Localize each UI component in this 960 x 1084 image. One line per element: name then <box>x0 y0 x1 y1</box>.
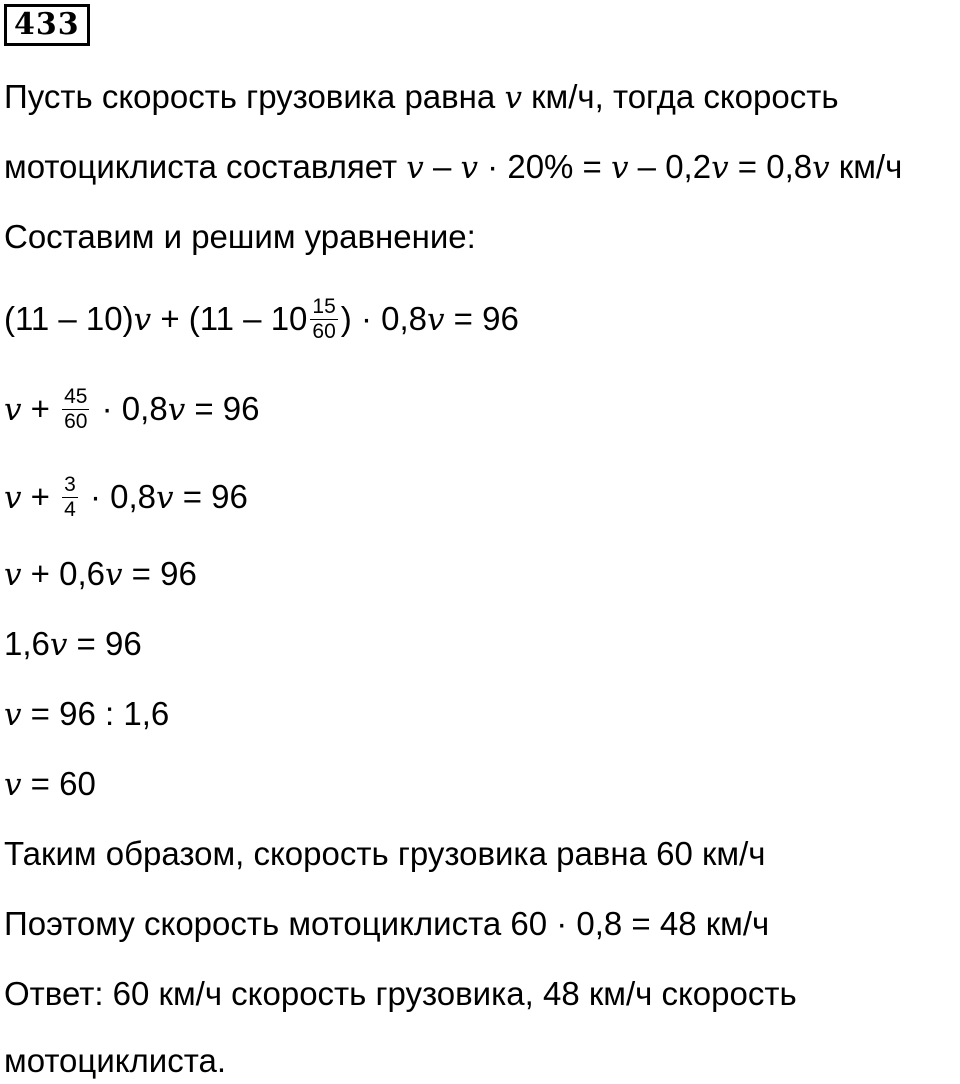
answer-line-1 <box>4 974 797 1014</box>
fraction-numerator: 15 <box>312 295 336 318</box>
text-segment: = 60 <box>21 765 96 802</box>
fraction-denominator: 4 <box>64 498 76 521</box>
text-segment: 1,6 <box>4 625 50 662</box>
text-segment: мотоциклиста. <box>4 1042 227 1079</box>
text-segment: ) · 0,8 <box>340 300 427 338</box>
fraction-numerator: 45 <box>64 385 88 408</box>
variable-v: v <box>156 480 174 517</box>
text-segment: = 0,8 <box>728 148 813 185</box>
text-segment: + <box>21 478 60 516</box>
text-segment: Пусть скорость грузовика равна <box>4 78 505 115</box>
text-line-5 <box>4 904 769 944</box>
equation-line-1 <box>4 297 519 346</box>
equation-line-5 <box>4 624 142 665</box>
text-segment: – <box>423 148 461 185</box>
text-segment: = 96 <box>67 625 142 662</box>
answer-line-2 <box>4 1041 226 1081</box>
variable-v: v <box>426 302 445 339</box>
text-segment: = 96 <box>122 555 197 592</box>
text-line-1 <box>4 77 839 118</box>
text-segment: + (11 – 10 <box>151 300 308 338</box>
text-segment: + <box>21 390 60 428</box>
equation-line-7 <box>4 764 96 805</box>
text-segment: = 96 : 1,6 <box>21 695 170 732</box>
variable-v: v <box>133 302 152 339</box>
variable-v: v <box>4 767 22 803</box>
fraction <box>62 473 78 522</box>
variable-v: v <box>167 392 186 429</box>
fraction-denominator: 60 <box>64 410 88 433</box>
variable-v: v <box>49 627 68 663</box>
variable-v: v <box>4 392 22 429</box>
text-segment: Составим и решим уравнение: <box>4 218 476 255</box>
text-segment: · 0,8 <box>80 478 157 516</box>
equation-line-6 <box>4 694 169 735</box>
text-segment: (11 – 10) <box>4 300 134 338</box>
variable-v: v <box>105 557 123 593</box>
variable-v: v <box>504 80 522 116</box>
text-segment: = 96 <box>444 300 519 338</box>
variable-v: v <box>460 150 479 186</box>
text-segment: км/ч, тогда скорость <box>521 78 839 115</box>
variable-v: v <box>4 480 22 517</box>
variable-v: v <box>406 150 424 186</box>
variable-v: v <box>711 150 729 186</box>
variable-v: v <box>4 557 22 593</box>
text-segment: · 20% = <box>478 148 611 185</box>
variable-v: v <box>4 697 22 733</box>
variable-v: v <box>812 150 830 186</box>
text-segment: км/ч <box>829 148 903 185</box>
text-segment: · 0,8 <box>92 390 168 428</box>
text-line-2 <box>4 147 902 188</box>
text-segment: = 96 <box>173 478 248 516</box>
text-segment: = 96 <box>185 390 260 428</box>
text-segment: – 0,2 <box>628 148 712 185</box>
fraction-numerator: 3 <box>64 473 76 496</box>
text-segment: Ответ: 60 км/ч скорость грузовика, 48 км/ч скорость <box>4 975 797 1012</box>
fraction <box>310 295 337 344</box>
equation-line-2 <box>4 387 260 436</box>
text-line-4 <box>4 834 765 874</box>
text-line-3 <box>4 217 476 257</box>
text-segment: Поэтому скорость мотоциклиста 60 · 0,8 = 48 км/ч <box>4 905 770 942</box>
text-segment: + 0,6 <box>21 555 105 592</box>
fraction <box>62 385 89 434</box>
problem-number: 433 <box>4 4 90 46</box>
text-segment: Таким образом, скорость грузовика равна 60 км/ч <box>4 835 766 872</box>
text-segment: мотоциклиста составляет <box>4 148 407 185</box>
equation-line-3 <box>4 475 248 524</box>
variable-v: v <box>611 150 629 186</box>
fraction-denominator: 60 <box>312 320 336 343</box>
equation-line-4 <box>4 554 197 595</box>
